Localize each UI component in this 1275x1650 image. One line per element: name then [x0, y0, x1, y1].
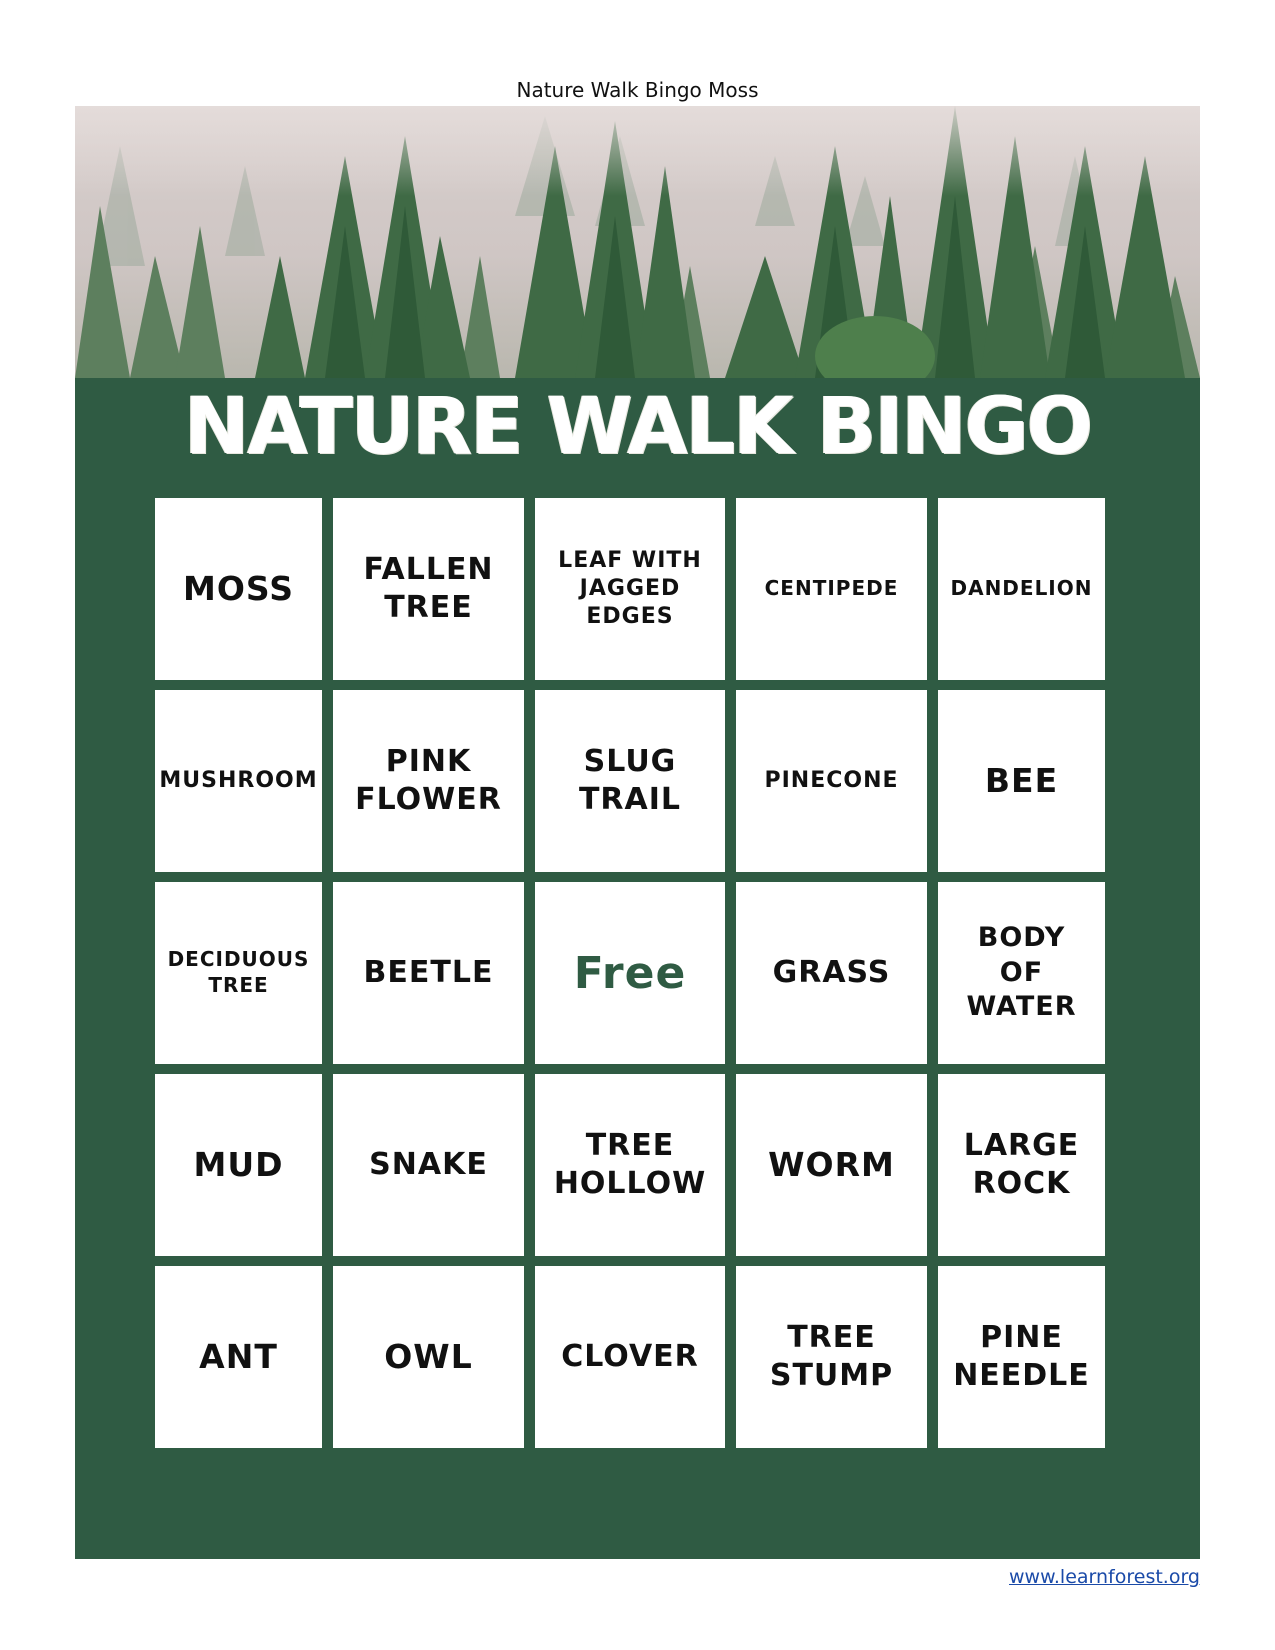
bingo-cell — [938, 690, 1105, 872]
bingo-cell-label: BEETLE — [363, 954, 494, 990]
bingo-cell — [333, 1074, 524, 1256]
bingo-cell-label: GRASS — [772, 954, 891, 990]
bingo-cell — [938, 498, 1105, 680]
bingo-cell-label: ANT — [199, 1336, 278, 1376]
bingo-cell-label: OWL — [384, 1336, 473, 1376]
bingo-cell-label: TREE STUMP — [769, 1319, 894, 1393]
bingo-cell — [155, 882, 322, 1064]
bingo-cell — [938, 882, 1105, 1064]
bingo-grid — [155, 498, 1125, 1498]
free-space-label: Free — [573, 947, 687, 999]
bingo-cell — [736, 1266, 927, 1448]
bingo-cell — [155, 1266, 322, 1448]
bingo-cell-label: TREE HOLLOW — [553, 1127, 707, 1201]
bingo-cell — [155, 1074, 322, 1256]
bingo-cell-label: LEAF WITH JAGGED EDGES — [558, 547, 702, 630]
bingo-cell-label: MOSS — [183, 568, 294, 608]
bingo-cell-label: MUSHROOM — [159, 767, 318, 793]
bingo-cell — [333, 882, 524, 1064]
bingo-cell — [736, 498, 927, 680]
bingo-cell-label: SLUG TRAIL — [578, 743, 682, 817]
bingo-cell-label: BEE — [984, 760, 1059, 800]
bingo-cell — [535, 882, 725, 1064]
bingo-cell-label: PINE NEEDLE — [953, 1319, 1090, 1393]
bingo-cell-label: PINECONE — [764, 767, 899, 793]
bingo-cell-label: DANDELION — [950, 576, 1093, 601]
bingo-cell — [333, 690, 524, 872]
bingo-cell-label: CENTIPEDE — [764, 576, 899, 601]
bingo-cell-label: CLOVER — [561, 1338, 699, 1374]
bingo-cell — [535, 690, 725, 872]
bingo-cell-label: WORM — [768, 1144, 895, 1184]
learnforest-link[interactable]: www.learnforest.org — [1009, 1566, 1200, 1588]
bingo-cell-label: LARGE ROCK — [963, 1127, 1080, 1201]
bingo-cell — [155, 690, 322, 872]
bingo-cell — [736, 882, 927, 1064]
bingo-cell-label: FALLEN TREE — [363, 551, 494, 625]
bingo-cell-label: DECIDUOUS TREE — [167, 947, 310, 997]
forest-banner-image — [75, 106, 1200, 378]
bingo-cell-label: SNAKE — [369, 1146, 488, 1182]
bingo-cell-label: MUD — [193, 1144, 284, 1184]
bingo-title: NATURE WALK BINGO — [184, 382, 1091, 472]
bingo-cell — [736, 690, 927, 872]
bingo-cell — [535, 1074, 725, 1256]
page-header-title: Nature Walk Bingo Moss — [516, 78, 759, 102]
bingo-cell — [535, 498, 725, 680]
bingo-card — [75, 106, 1200, 1559]
bingo-cell — [155, 498, 322, 680]
bingo-cell — [938, 1074, 1105, 1256]
bingo-cell — [938, 1266, 1105, 1448]
bingo-cell — [333, 498, 524, 680]
bingo-cell — [736, 1074, 927, 1256]
bingo-cell — [333, 1266, 524, 1448]
bingo-cell-label: BODY OF WATER — [966, 922, 1077, 1023]
bingo-cell-label: PINK FLOWER — [355, 743, 502, 817]
bingo-cell — [535, 1266, 725, 1448]
